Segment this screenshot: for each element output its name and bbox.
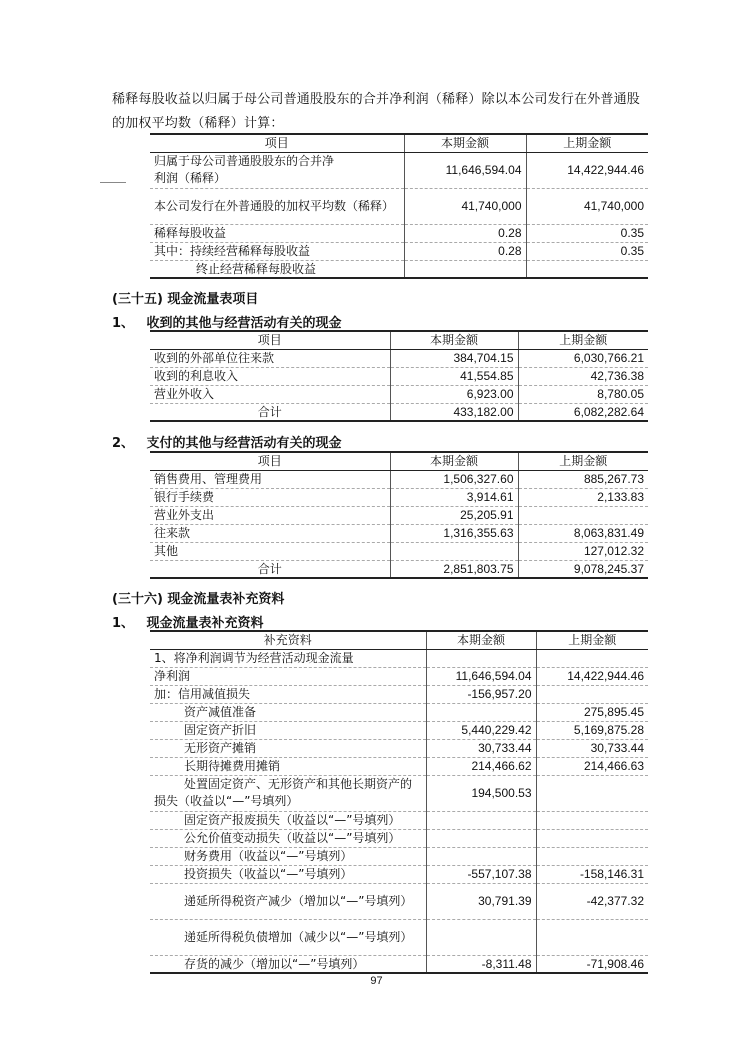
table-header-row [150,631,648,649]
row-label: 收到的外部单位往来款 [150,349,390,367]
table-row [150,349,648,367]
current-amount: 1,316,355.63 [390,524,518,542]
table-row [150,685,648,703]
row-label: 加：信用减值损失 [150,685,426,703]
column-header: 本期金额 [390,452,518,470]
table-row [150,542,648,560]
previous-amount: 885,267.73 [518,470,648,488]
current-amount: 5,440,229.42 [426,721,536,739]
previous-amount: 5,169,875.28 [536,721,648,739]
row-label: 往来款 [150,524,390,542]
table-row [150,829,648,847]
column-header: 项目 [150,452,390,470]
previous-amount: 41,740,000 [526,188,648,224]
current-amount: 11,646,594.04 [404,152,526,188]
previous-amount: -158,146.31 [536,865,648,883]
previous-amount: 275,895.45 [536,703,648,721]
current-amount [426,649,536,667]
current-amount [426,703,536,721]
column-header: 项目 [150,134,404,152]
row-label: 银行手续费 [150,488,390,506]
table-row [150,847,648,865]
intro-paragraph [112,88,652,136]
previous-amount: 8,063,831.49 [518,524,648,542]
row-label: 终止经营稀释每股收益 [150,260,404,278]
table-row [150,811,648,829]
table-row [150,470,648,488]
subsection-title: 支付的其他与经营活动有关的现金 [146,436,342,451]
row-label: 营业外支出 [150,506,390,524]
subsection-number: 1、 [112,316,135,331]
column-header: 本期金额 [390,331,518,349]
row-label: 存货的减少（增加以“—”号填列） [150,955,426,973]
total-label: 合计 [150,403,390,421]
previous-amount: 30,733.44 [536,739,648,757]
previous-amount: 127,012.32 [518,542,648,560]
table-row [150,883,648,919]
table-row [150,488,648,506]
column-header: 本期金额 [426,631,536,649]
previous-amount [536,847,648,865]
row-label: 其中：持续经营稀释每股收益 [150,242,404,260]
table-row [150,506,648,524]
intro-line-1: 稀释每股收益以归属于母公司普通股股东的合并净利润（稀释）除以本公司发行在外普通股 [112,92,641,107]
current-amount [426,811,536,829]
table-row [150,649,648,667]
previous-amount: 8,780.05 [518,385,648,403]
subsection-number: 1、 [112,616,135,631]
previous-amount: 2,133.83 [518,488,648,506]
previous-amount: 42,736.38 [518,367,648,385]
column-header: 本期金额 [404,134,526,152]
current-amount: 384,704.15 [390,349,518,367]
previous-amount [536,811,648,829]
current-amount: 3,914.61 [390,488,518,506]
current-amount: 6,923.00 [390,385,518,403]
row-label: 财务费用（收益以“—”号填列） [150,847,426,865]
current-amount: 25,205.91 [390,506,518,524]
section-heading-35: (三十五) 现金流量表项目 [112,292,259,307]
section-heading-36: (三十六) 现金流量表补充资料 [112,592,285,607]
current-amount: 1,506,327.60 [390,470,518,488]
column-header: 上期金额 [526,134,648,152]
table-row [150,524,648,542]
table-row [150,955,648,973]
row-label: 收到的利息收入 [150,367,390,385]
total-label: 合计 [150,560,390,578]
subsection-heading [112,312,342,331]
current-amount: 11,646,594.04 [426,667,536,685]
current-amount: 0.28 [404,242,526,260]
table-total-row [150,403,648,421]
current-amount: 433,182.00 [390,403,518,421]
table-header-row [150,331,648,349]
current-amount [426,847,536,865]
row-label: 公允价值变动损失（收益以“—”号填列） [150,829,426,847]
row-label: 无形资产摊销 [150,739,426,757]
row-label: 资产减值准备 [150,703,426,721]
previous-amount [518,506,648,524]
previous-amount [536,685,648,703]
current-amount: 41,554.85 [390,367,518,385]
table-row [150,242,648,260]
table-row [150,703,648,721]
previous-amount [536,649,648,667]
row-label: 净利润 [150,667,426,685]
row-label: 递延所得税资产减少（增加以“—”号填列） [150,883,426,919]
row-label: 营业外收入 [150,385,390,403]
row-label: 长期待摊费用摊销 [150,757,426,775]
row-label: 1、将净利润调节为经营活动现金流量 [150,649,426,667]
cash-flow-supplement-table [150,630,648,974]
current-amount [426,829,536,847]
table-header-row [150,452,648,470]
previous-amount: 14,422,944.46 [526,152,648,188]
current-amount: 194,500.53 [426,775,536,811]
previous-amount [526,260,648,278]
subsection-number: 2、 [112,436,135,451]
table-row [150,385,648,403]
table-total-row [150,560,648,578]
row-label: 本公司发行在外普通股的加权平均数（稀释） [150,188,404,224]
row-label: 投资损失（收益以“—”号填列） [150,865,426,883]
intro-line-2: 的加权平均数（稀释）计算： [112,116,284,131]
table-row [150,757,648,775]
previous-amount [536,919,648,955]
previous-amount: 6,082,282.64 [518,403,648,421]
subsection-title: 现金流量表补充资料 [146,616,264,631]
table-row [150,919,648,955]
table-row [150,739,648,757]
current-amount: 30,791.39 [426,883,536,919]
column-header: 补充资料 [150,631,426,649]
table-row [150,721,648,739]
table-row [150,152,648,188]
diluted-eps-table [150,133,648,279]
current-amount: -8,311.48 [426,955,536,973]
current-amount: 2,851,803.75 [390,560,518,578]
margin-mark [100,182,126,183]
column-header: 项目 [150,331,390,349]
current-amount: 30,733.44 [426,739,536,757]
current-amount [426,919,536,955]
table-header-row [150,134,648,152]
row-label: 其他 [150,542,390,560]
current-amount [390,542,518,560]
subsection-heading [112,432,342,451]
previous-amount [536,829,648,847]
current-amount: 41,740,000 [404,188,526,224]
row-label: 销售费用、管理费用 [150,470,390,488]
cash-received-table [150,330,648,422]
row-label: 处置固定资产、无形资产和其他长期资产的损失（收益以“—”号填列） [150,775,426,811]
previous-amount: 9,078,245.37 [518,560,648,578]
current-amount: 0.28 [404,224,526,242]
current-amount: 214,466.62 [426,757,536,775]
previous-amount: -42,377.32 [536,883,648,919]
column-header: 上期金额 [536,631,648,649]
table-row [150,667,648,685]
previous-amount: 14,422,944.46 [536,667,648,685]
row-label: 归属于母公司普通股股东的合并净利润（稀释） [150,152,404,188]
table-row [150,775,648,811]
current-amount: -156,957.20 [426,685,536,703]
current-amount: -557,107.38 [426,865,536,883]
page-number: 97 [370,975,383,987]
table-row [150,224,648,242]
previous-amount: 214,466.63 [536,757,648,775]
column-header: 上期金额 [518,452,648,470]
row-label: 固定资产折旧 [150,721,426,739]
previous-amount: 6,030,766.21 [518,349,648,367]
previous-amount: 0.35 [526,242,648,260]
subsection-title: 收到的其他与经营活动有关的现金 [146,316,342,331]
table-row [150,188,648,224]
current-amount [404,260,526,278]
previous-amount: -71,908.46 [536,955,648,973]
table-row [150,260,648,278]
table-row [150,367,648,385]
table-row [150,865,648,883]
row-label: 稀释每股收益 [150,224,404,242]
previous-amount: 0.35 [526,224,648,242]
row-label: 递延所得税负债增加（减少以“—”号填列） [150,919,426,955]
column-header: 上期金额 [518,331,648,349]
previous-amount [536,775,648,811]
cash-paid-table [150,451,648,579]
subsection-heading [112,612,264,631]
row-label: 固定资产报废损失（收益以“—”号填列） [150,811,426,829]
